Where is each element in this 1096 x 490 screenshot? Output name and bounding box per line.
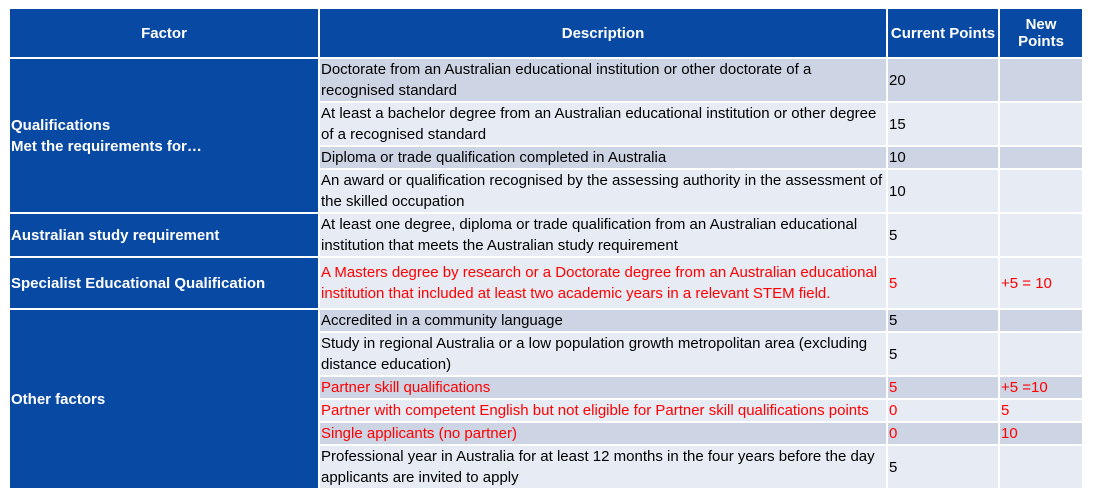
table-row bbox=[10, 214, 1082, 256]
new-points-cell bbox=[1000, 446, 1082, 488]
current-points-cell: 0 bbox=[888, 423, 998, 444]
description-cell: Accredited in a community language bbox=[320, 310, 886, 331]
factor-line: Specialist Educational Qualification bbox=[11, 274, 266, 292]
description-cell: Professional year in Australia for at least 12 months in the four years before the day applicants are invited to apply bbox=[320, 446, 886, 488]
new-points-cell bbox=[1000, 214, 1082, 256]
current-points-column-header: Current Points bbox=[888, 9, 998, 57]
current-points-cell: 5 bbox=[888, 310, 998, 331]
description-cell: Diploma or trade qualification completed in Australia bbox=[320, 147, 886, 168]
factor-cell-other-factors bbox=[10, 310, 318, 488]
current-points-cell: 10 bbox=[888, 170, 998, 212]
new-points-cell bbox=[1000, 310, 1082, 331]
table-row bbox=[10, 258, 1082, 308]
table-row bbox=[10, 310, 1082, 331]
current-points-cell: 5 bbox=[888, 446, 998, 488]
current-points-cell: 5 bbox=[888, 333, 998, 375]
current-points-cell: 5 bbox=[888, 214, 998, 256]
description-cell: At least a bachelor degree from an Australian educational institution or other degree of a recognised standard bbox=[320, 103, 886, 145]
new-points-cell: 5 bbox=[1000, 400, 1082, 421]
new-points-cell: +5 = 10 bbox=[1000, 258, 1082, 308]
current-points-cell: 15 bbox=[888, 103, 998, 145]
description-cell: A Masters degree by research or a Doctorate degree from an Australian educational institution that included at least two academic years in a relevant STEM field. bbox=[320, 258, 886, 308]
factor-line: Other factors bbox=[11, 390, 106, 408]
factor-line: Met the requirements for… bbox=[11, 137, 202, 155]
factor-cell-specialist-qualification bbox=[10, 258, 318, 308]
new-points-column-header: New Points bbox=[1000, 9, 1082, 57]
description-column-header: Description bbox=[320, 9, 886, 57]
new-points-cell bbox=[1000, 333, 1082, 375]
header-row bbox=[10, 9, 1082, 57]
new-points-cell bbox=[1000, 147, 1082, 168]
new-points-cell bbox=[1000, 103, 1082, 145]
points-table bbox=[8, 7, 1084, 490]
factor-line: Qualifications bbox=[11, 116, 111, 134]
current-points-cell: 10 bbox=[888, 147, 998, 168]
description-cell: At least one degree, diploma or trade qualification from an Australian educational institution that meets the Australian study requirement bbox=[320, 214, 886, 256]
table-row bbox=[10, 59, 1082, 101]
new-points-cell: +5 =10 bbox=[1000, 377, 1082, 398]
factor-cell-australian-study bbox=[10, 214, 318, 256]
description-cell: Study in regional Australia or a low population growth metropolitan area (excluding distance education) bbox=[320, 333, 886, 375]
current-points-cell: 0 bbox=[888, 400, 998, 421]
factor-column-header: Factor bbox=[10, 9, 318, 57]
description-cell: Doctorate from an Australian educational institution or other doctorate of a recognised standard bbox=[320, 59, 886, 101]
description-cell: Single applicants (no partner) bbox=[320, 423, 886, 444]
new-points-cell: 10 bbox=[1000, 423, 1082, 444]
current-points-cell: 5 bbox=[888, 258, 998, 308]
current-points-cell: 5 bbox=[888, 377, 998, 398]
current-points-cell: 20 bbox=[888, 59, 998, 101]
new-points-cell bbox=[1000, 170, 1082, 212]
new-points-cell bbox=[1000, 59, 1082, 101]
factor-cell-qualifications bbox=[10, 59, 318, 212]
description-cell: An award or qualification recognised by the assessing authority in the assessment of the skilled occupation bbox=[320, 170, 886, 212]
factor-line: Australian study requirement bbox=[11, 226, 220, 244]
description-cell: Partner with competent English but not eligible for Partner skill qualifications points bbox=[320, 400, 886, 421]
description-cell: Partner skill qualifications bbox=[320, 377, 886, 398]
points-table-wrapper bbox=[8, 7, 1084, 490]
